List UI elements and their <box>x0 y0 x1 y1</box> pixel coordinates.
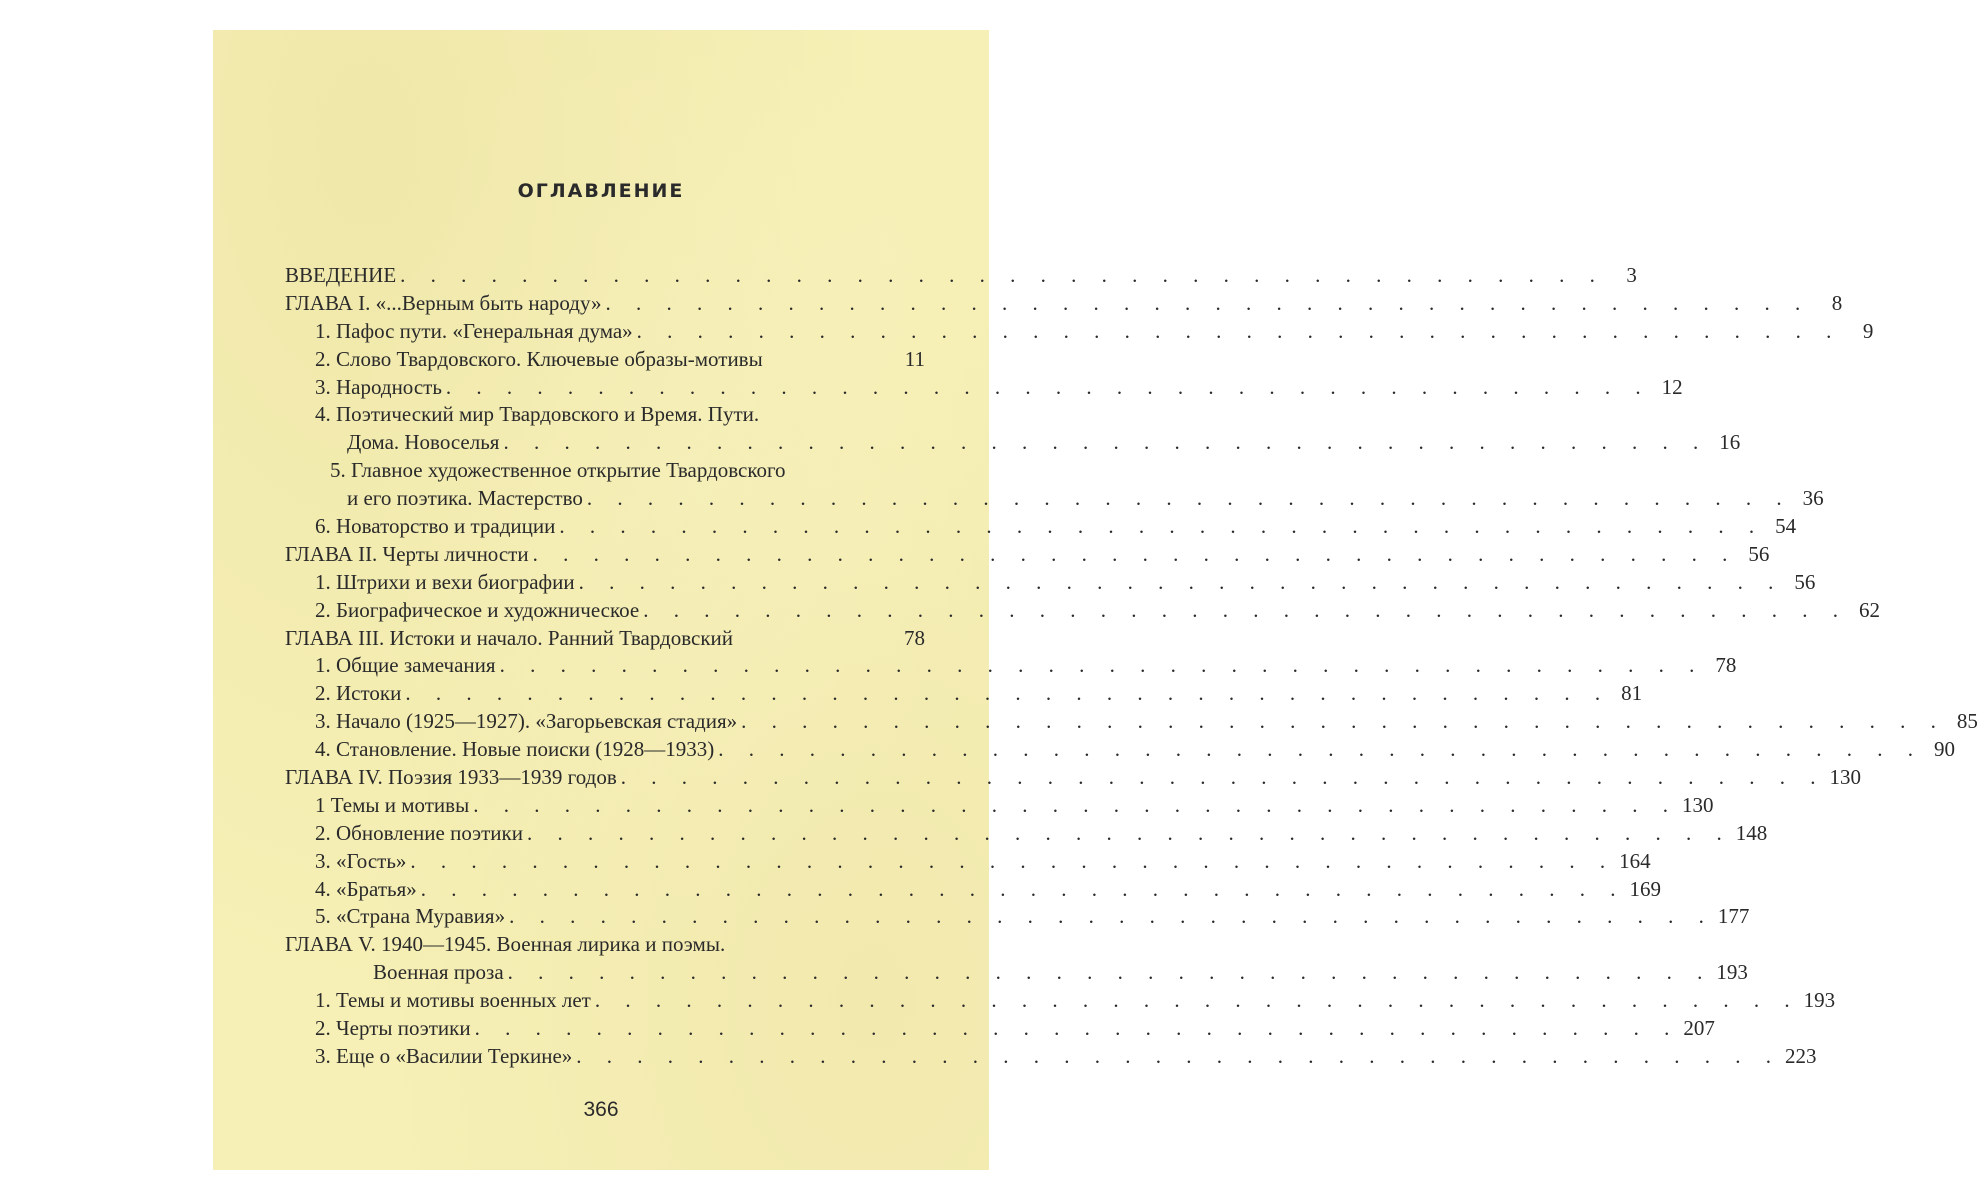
toc-entry: 4. Становление. Новые поиски (1928—1933) . . . . . . . . . . . . . . . . . . . . . . . . . . . . . . . . . . . . . . . . 90 <box>285 736 925 764</box>
toc-entry-title: 3. Начало (1925—1927). «Загорьевская стадия» <box>315 709 738 734</box>
toc-entry-title: ГЛАВА II. Черты личности <box>285 541 529 566</box>
toc-entry-title: ВВЕДЕНИЕ <box>285 263 397 287</box>
toc-entry-page: 148 <box>1735 820 1768 845</box>
toc-entry-title: 3. «Гость» <box>315 848 407 873</box>
toc-entry: 1. Штрихи и вехи биографии . . . . . . . . . . . . . . . . . . . . . . . . . . . . . . . . . . . . . . . . 56 <box>285 569 925 597</box>
toc-entry-page: 16 <box>1719 430 1741 455</box>
toc-entry-page: 169 <box>1629 876 1661 901</box>
toc-entry: ГЛАВА I. «...Верным быть народу» . . . . . . . . . . . . . . . . . . . . . . . . . . . . . . . . . . . . . . . . 8 <box>285 290 925 318</box>
toc-entry-page: 193 <box>1716 960 1748 985</box>
toc-entry-title: 3. Еще о «Василии Теркине» <box>315 1043 573 1068</box>
toc-entry-page: 62 <box>1858 597 1880 622</box>
toc-entry-title: 1. Пафос пути. «Генеральная дума» <box>315 318 633 343</box>
toc-entry-title: 1. Общие замечания <box>315 653 496 678</box>
toc-entry-page: 81 <box>1621 681 1643 706</box>
toc-entry <box>285 931 925 959</box>
toc-entry-page: 130 <box>1829 765 1861 790</box>
toc-entry-page: 78 <box>1715 653 1737 678</box>
toc-entry-title: ГЛАВА III. Истоки и начало. Ранний Твардовский <box>285 625 734 650</box>
toc-entry: ГЛАВА IV. Поэзия 1933—1939 годов . . . . . . . . . . . . . . . . . . . . . . . . . . . . . . . . . . . . . . . . 130 <box>285 764 925 792</box>
toc-entry-title: Дома. Новоселья <box>347 430 500 455</box>
toc-entry: 5. «Страна Муравия» . . . . . . . . . . . . . . . . . . . . . . . . . . . . . . . . . . . . . . . . 177 <box>285 903 925 931</box>
toc-entry: 2. Истоки . . . . . . . . . . . . . . . . . . . . . . . . . . . . . . . . . . . . . . . . 81 <box>285 680 925 708</box>
toc-entry-page: 130 <box>1681 792 1714 817</box>
toc-entry: 3. Народность . . . . . . . . . . . . . . . . . . . . . . . . . . . . . . . . . . . . . . . . 12 <box>285 374 925 402</box>
toc-entry-page: 78 <box>904 625 925 650</box>
toc-entry-page: 207 <box>1683 1016 1715 1041</box>
toc-entry-title: 6. Новаторство и традиции <box>315 514 556 539</box>
toc-entry-page: 223 <box>1785 1043 1817 1068</box>
toc-entry: 1. Общие замечания . . . . . . . . . . . . . . . . . . . . . . . . . . . . . . . . . . . . . . . . 78 <box>285 652 925 680</box>
toc-entry-title: 1. Штрихи и вехи биографии <box>315 569 575 594</box>
toc-entry-page: 177 <box>1717 904 1750 929</box>
toc-entry-title: 3. Народность <box>315 374 442 399</box>
toc-entry: 6. Новаторство и традиции . . . . . . . . . . . . . . . . . . . . . . . . . . . . . . . . . . . . . . . . 54 <box>285 513 925 541</box>
toc-entry-title: 2. Истоки <box>315 681 402 706</box>
toc-entry-title: ГЛАВА I. «...Верным быть народу» <box>285 290 602 315</box>
toc-entry-title: 5. «Страна Муравия» <box>315 904 506 929</box>
toc-entry-page: 11 <box>904 346 925 371</box>
toc-entry <box>285 346 925 374</box>
toc-entry-title: 1 Темы и мотивы <box>315 792 470 817</box>
toc-entry: 3. Начало (1925—1927). «Загорьевская стадия» . . . . . . . . . . . . . . . . . . . . . . . . . . . . . . . . . . . . . . . . 85 <box>285 708 925 736</box>
toc-entry <box>285 625 925 653</box>
toc-entry-page: 164 <box>1619 848 1651 873</box>
page-number: 366 <box>583 1098 619 1121</box>
toc-entry: 3. Еще о «Василии Теркине» . . . . . . . . . . . . . . . . . . . . . . . . . . . . . . . . . . . . . . . . 223 <box>285 1043 925 1071</box>
toc-entry: 3. «Гость» . . . . . . . . . . . . . . . . . . . . . . . . . . . . . . . . . . . . . . . . 164 <box>285 848 925 876</box>
toc-entry: 1. Темы и мотивы военных лет . . . . . . . . . . . . . . . . . . . . . . . . . . . . . . . . . . . . . . . . 193 <box>285 987 925 1015</box>
toc-entry-continuation: и его поэтика. Мастерство . . . . . . . . . . . . . . . . . . . . . . . . . . . . . . . . . . . . . . . . 36 <box>285 485 925 513</box>
toc-entry-title: ГЛАВА V. 1940—1945. Военная лирика и поэмы. <box>285 932 726 957</box>
toc-entry-title: и его поэтика. Мастерство <box>347 486 583 511</box>
toc-entry: 1. Пафос пути. «Генеральная дума» . . . . . . . . . . . . . . . . . . . . . . . . . . . . . . . . . . . . . . . . 9 <box>285 318 925 346</box>
toc-entry-title: Военная проза <box>373 960 504 985</box>
toc-entry: 2. Обновление поэтики . . . . . . . . . . . . . . . . . . . . . . . . . . . . . . . . . . . . . . . . 148 <box>285 820 925 848</box>
toc-entry <box>285 401 925 429</box>
toc-entry-page: 193 <box>1803 988 1836 1013</box>
toc-entry-page: 9 <box>1862 318 1874 343</box>
toc-entry-title: 1. Темы и мотивы военных лет <box>315 988 591 1013</box>
toc-entry-title: 2. Слово Твардовского. Ключевые образы-мотивы <box>315 346 763 371</box>
toc-entry-title: 2. Обновление поэтики <box>315 820 523 845</box>
toc-entry-title: 5. Главное художественное открытие Твардовского <box>330 458 786 483</box>
table-of-contents <box>285 262 1978 1071</box>
toc-entry: 2. Черты поэтики . . . . . . . . . . . . . . . . . . . . . . . . . . . . . . . . . . . . . . . . 207 <box>285 1015 925 1043</box>
toc-entry-page: 90 <box>1933 737 1955 762</box>
toc-entry <box>285 457 925 485</box>
toc-entry: ВВЕДЕНИЕ . . . . . . . . . . . . . . . . . . . . . . . . . . . . . . . . . . . . . . . . 3 <box>285 262 925 290</box>
toc-entry-continuation: Военная проза . . . . . . . . . . . . . . . . . . . . . . . . . . . . . . . . . . . . . . . . 193 <box>285 959 925 987</box>
toc-entry-page: 56 <box>1794 569 1816 594</box>
page-title: ОГЛАВЛЕНИЕ <box>517 180 685 202</box>
book-page <box>213 30 1978 1170</box>
toc-entry-title: 2. Биографическое и художническое <box>315 597 640 622</box>
toc-entry-continuation: Дома. Новоселья . . . . . . . . . . . . . . . . . . . . . . . . . . . . . . . . . . . . . . . . 16 <box>285 429 925 457</box>
toc-entry-page: 3 <box>1626 263 1637 287</box>
toc-entry-title: 4. «Братья» <box>315 876 417 901</box>
toc-entry-page: 54 <box>1775 514 1797 539</box>
toc-entry-title: 4. Становление. Новые поиски (1928—1933) <box>315 737 715 762</box>
toc-entry: 4. «Братья» . . . . . . . . . . . . . . . . . . . . . . . . . . . . . . . . . . . . . . . . 169 <box>285 876 925 904</box>
toc-entry-title: 2. Черты поэтики <box>315 1016 471 1041</box>
toc-entry-page: 85 <box>1956 709 1978 734</box>
toc-entry: ГЛАВА II. Черты личности . . . . . . . . . . . . . . . . . . . . . . . . . . . . . . . . . . . . . . . . 56 <box>285 541 925 569</box>
toc-entry: 1 Темы и мотивы . . . . . . . . . . . . . . . . . . . . . . . . . . . . . . . . . . . . . . . . 130 <box>285 792 925 820</box>
toc-entry-title: ГЛАВА IV. Поэзия 1933—1939 годов <box>285 765 617 790</box>
toc-entry-page: 56 <box>1748 541 1770 566</box>
toc-entry-page: 8 <box>1831 290 1843 315</box>
toc-entry-page: 12 <box>1661 374 1683 399</box>
toc-entry: 2. Биографическое и художническое . . . . . . . . . . . . . . . . . . . . . . . . . . . . . . . . . . . . . . . . 62 <box>285 597 925 625</box>
toc-entry-title: 4. Поэтический мир Твардовского и Время. Пути. <box>315 402 760 427</box>
toc-entry-page: 36 <box>1802 486 1824 511</box>
